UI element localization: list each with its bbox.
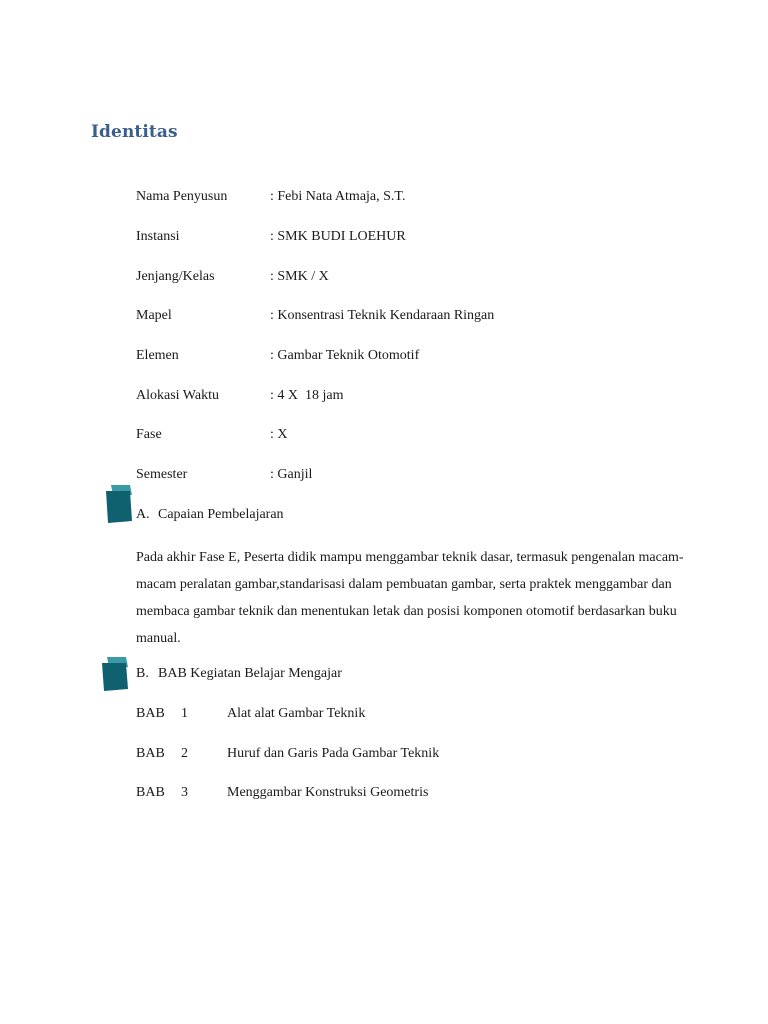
section-title-bab: [136, 665, 342, 683]
section-title-text: BAB Kegiatan Belajar Mengajar: [158, 666, 342, 681]
chapter-title: Menggambar Konstruksi Geometris: [227, 785, 429, 800]
section-title-capaian: [136, 506, 284, 524]
chapter-number: 3: [181, 785, 188, 800]
identity-value: : SMK / X: [270, 269, 329, 284]
identity-label: Fase: [136, 427, 162, 442]
identity-label: Mapel: [136, 308, 172, 323]
chapter-bab-label: BAB: [136, 706, 165, 721]
identity-value: : Febi Nata Atmaja, S.T.: [270, 189, 406, 204]
chapter-number: 2: [181, 746, 188, 761]
section-heading-identitas: Identitas: [91, 122, 178, 142]
section-marker-icon: [98, 657, 132, 697]
section-letter: A.: [136, 507, 150, 522]
identity-value: : Konsentrasi Teknik Kendaraan Ringan: [270, 308, 495, 323]
identity-label: Jenjang/Kelas: [136, 269, 215, 284]
identity-value: : Ganjil: [270, 467, 313, 482]
section-marker-icon: [102, 485, 136, 525]
identity-value: : Gambar Teknik Otomotif: [270, 348, 420, 363]
chapter-title: Huruf dan Garis Pada Gambar Teknik: [227, 746, 440, 761]
section-letter: B.: [136, 666, 149, 681]
chapter-bab-label: BAB: [136, 785, 165, 800]
identity-label: Alokasi Waktu: [136, 388, 219, 403]
identity-label: Nama Penyusun: [136, 189, 228, 204]
chapter-bab-label: BAB: [136, 746, 165, 761]
identity-label: Instansi: [136, 229, 180, 244]
chapter-title: Alat alat Gambar Teknik: [227, 706, 366, 721]
identity-value: : X: [270, 427, 288, 442]
section-title-text: Capaian Pembelajaran: [158, 507, 284, 522]
identity-value: : SMK BUDI LOEHUR: [270, 229, 406, 244]
chapter-number: 1: [181, 706, 188, 721]
capaian-paragraph: Pada akhir Fase E, Peserta didik mampu menggambar teknik dasar, termasuk pengenalan macam-macam peralatan gambar,standarisasi dalam pembuatan gambar, serta praktek menggambar dan membaca gambar teknik dan menentukan letak dan posisi komponen otomotif berdasarkan buku manual.: [136, 550, 684, 646]
identity-value: : 4 X 18 jam: [270, 388, 344, 403]
identity-label: Elemen: [136, 348, 179, 363]
identity-label: Semester: [136, 467, 188, 482]
